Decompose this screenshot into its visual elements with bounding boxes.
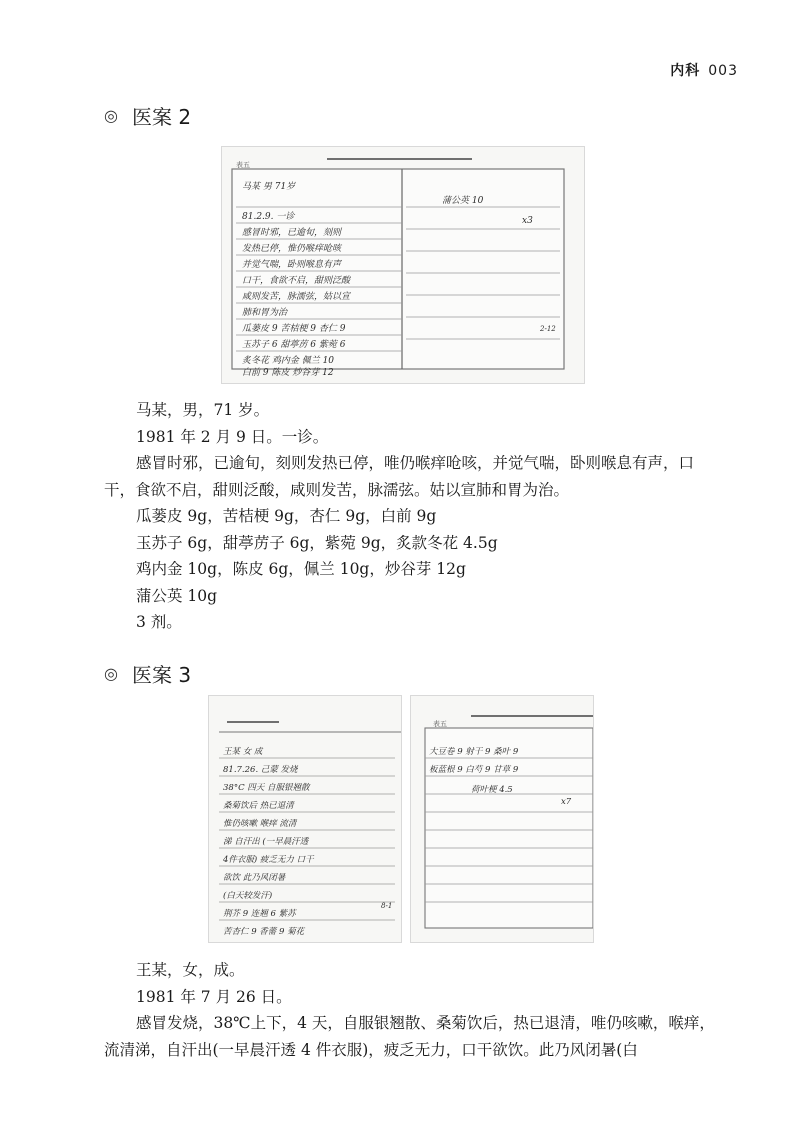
record-line: x7 — [561, 797, 572, 807]
form-label: 表五 — [236, 161, 250, 169]
record-line: 81.2.9. 一诊 — [242, 212, 295, 222]
case-2-rx-line-4: 蒲公英 10g — [136, 586, 218, 605]
record-line: 白前 9 陈皮 炒谷芽 12 — [242, 368, 334, 378]
case-3-patient: 王某，女，成。 — [136, 961, 245, 979]
circle-bullet-icon: ◎ — [104, 106, 118, 125]
form-label: 表五 — [433, 720, 447, 728]
case-2-text — [104, 397, 716, 636]
record-line: 蒲公英 10 — [442, 196, 484, 206]
record-line: 王某 女 成 — [223, 747, 263, 757]
record-line: 口干，食欲不启，甜则泛酸 — [242, 276, 351, 286]
case-2-date: 1981 年 2 月 9 日。一诊。 — [136, 427, 329, 446]
record-line: 荆芥 9 连翘 6 紫苏 — [223, 909, 296, 919]
record-line: 涕 自汗出 (一早晨汗透 — [223, 837, 309, 847]
record-line: (白天较发汗) — [223, 891, 273, 901]
record-line: 81.7.26. 己蒙 发烧 — [223, 765, 298, 775]
case-3-text — [104, 957, 716, 1063]
case-2-patient: 马某，男，71 岁。 — [136, 401, 270, 419]
record-line: 瓜蒌皮 9 苦桔梗 9 杏仁 9 — [242, 324, 346, 334]
record-line: 发热已停，惟仍喉痒呛咳 — [242, 244, 342, 254]
record-line: 38°C 四天 自服银翘散 — [223, 783, 310, 793]
case-2-rx-line-2: 玉苏子 6g，甜葶苈子 6g，紫菀 9g，炙款冬花 4.5g — [136, 533, 498, 552]
case-3-right-sketch — [411, 696, 593, 942]
record-line: x3 — [522, 216, 533, 226]
record-line: 桑菊饮后 热已退清 — [223, 801, 294, 811]
case-3-handwritten-record-right — [410, 695, 594, 943]
record-line: 大豆卷 9 射干 9 桑叶 9 — [429, 747, 519, 757]
case-2-heading — [104, 101, 191, 130]
case-2-record-sketch — [222, 147, 584, 383]
record-line: 咸则发苦，脉濡弦，姑以宣 — [242, 292, 351, 302]
case-3-handwritten-record-left — [208, 695, 402, 943]
case-2-rx-line-3: 鸡内金 10g，陈皮 6g，佩兰 10g，炒谷芽 12g — [136, 560, 466, 578]
record-line: 感冒时邪，已逾旬，刻则 — [242, 228, 342, 238]
page-header — [670, 60, 738, 80]
record-line: 4件衣服) 疲乏无力 口干 — [223, 855, 314, 865]
record-line: 2-12 — [540, 325, 556, 333]
record-line: 炙冬花 鸡内金 佩兰 10 — [242, 356, 335, 366]
record-line: 肺和胃为治 — [242, 308, 288, 318]
record-line: 8-1 — [381, 902, 393, 910]
section-name: 内科 — [670, 63, 701, 79]
record-line: 并觉气喘，卧则喉息有声 — [242, 260, 342, 270]
record-line: 苦杏仁 9 香薷 9 菊花 — [223, 927, 305, 937]
record-line: 玉苏子 6 甜葶苈 6 紫菀 6 — [242, 340, 346, 350]
case-3-description: 感冒发烧，38℃上下，4 天，自服银翘散、桑菊饮后，热已退清，唯仍咳嗽，喉痒，流清涕，自汗出(一早晨汗透 4 件衣服)，疲乏无力，口干欲饮。此乃风闭暑(白 — [104, 1014, 715, 1059]
case-2-dosage: 3 剂。 — [136, 613, 182, 631]
record-line: 惟仍咳嗽 喉痒 流清 — [223, 819, 297, 829]
case-2-description: 感冒时邪，已逾旬，刻则发热已停，唯仍喉痒呛咳，并觉气喘，卧则喉息有声，口干，食欲不启，甜则泛酸，咸则发苦，脉濡弦。姑以宣肺和胃为治。 — [104, 454, 695, 499]
record-line: 荷叶梗 4.5 — [471, 785, 513, 795]
case-2-title: 医案 2 — [131, 105, 192, 129]
record-line: 欲饮 此乃风闭暑 — [223, 873, 286, 883]
case-2-rx-line-1: 瓜蒌皮 9g，苦桔梗 9g，杏仁 9g，白前 9g — [136, 507, 437, 525]
case-3-date: 1981 年 7 月 26 日。 — [136, 987, 292, 1006]
case-3-title: 医案 3 — [131, 663, 192, 687]
record-line: 马某 男 71岁 — [242, 182, 296, 192]
page-number: 003 — [708, 63, 738, 79]
record-line: 板蓝根 9 白芍 9 甘草 9 — [429, 765, 519, 775]
case-2-handwritten-record — [221, 146, 585, 384]
case-3-left-sketch — [209, 696, 401, 942]
circle-bullet-icon: ◎ — [104, 664, 118, 683]
case-3-heading — [104, 659, 191, 688]
